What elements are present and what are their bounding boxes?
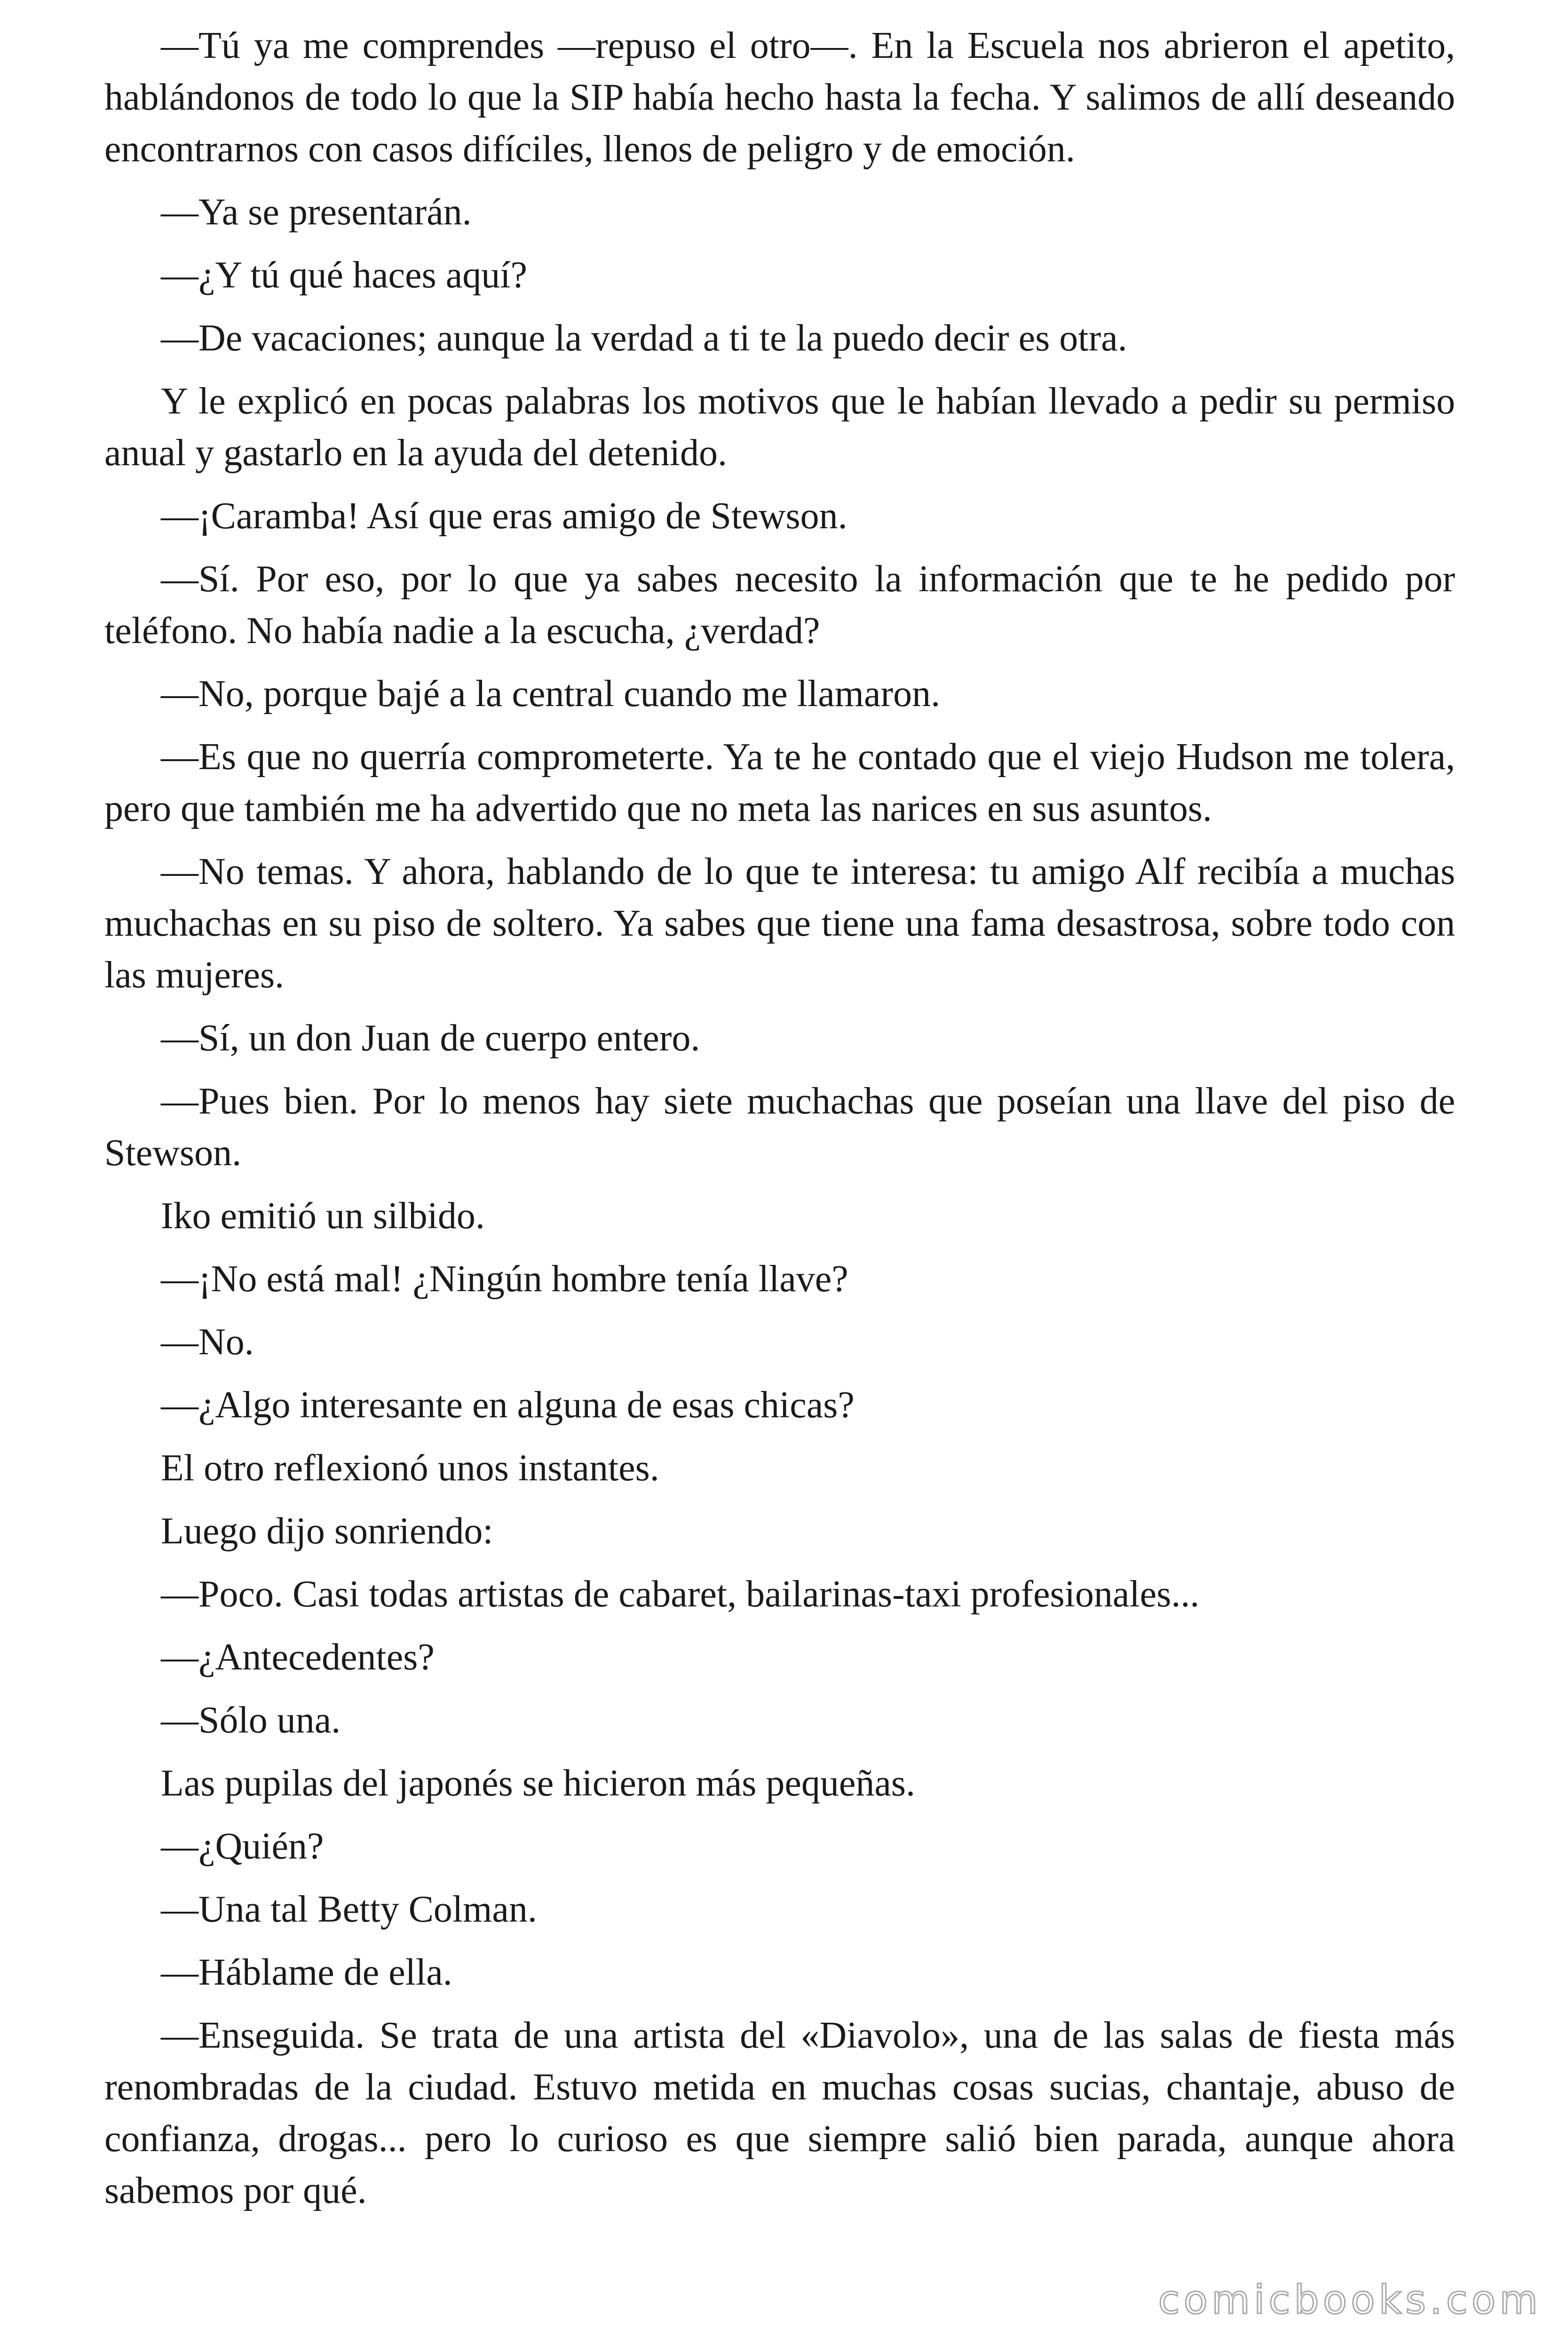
paragraph-5: Y le explicó en pocas palabras los motivos que le habían llevado a pedir su permiso anual y gastarlo en la ayuda del detenido. (104, 381, 1455, 474)
paragraph-21: —Sólo una. (161, 1700, 341, 1741)
paragraph-23: —¿Quién? (161, 1826, 324, 1867)
paragraph-20: —¿Antecedentes? (161, 1637, 435, 1678)
paragraph-6: —¡Caramba! Así que eras amigo de Stewson. (161, 495, 847, 537)
paragraph-2: —Ya se presentarán. (161, 191, 472, 233)
paragraph-1: —Tú ya me comprendes —repuso el otro—. En la Escuela nos abrieron el apetito, hablándonos de todo lo que la SIP había hecho hasta la fecha. Y salimos de allí deseando encontrarnos con casos difíciles, llenos de peligro y de emoción. (104, 25, 1455, 170)
paragraph-7: —Sí. Por eso, por lo que ya sabes necesito la información que te he pedido por teléfono. No había nadie a la escucha, ¿verdad? (104, 558, 1455, 652)
paragraph-10: —No temas. Y ahora, hablando de lo que te interesa: tu amigo Alf recibía a muchas muchachas en su piso de soltero. Ya sabes que tiene una fama desastrosa, sobre todo con las mujeres. (104, 851, 1455, 996)
paragraph-14: —¡No está mal! ¿Ningún hombre tenía llave? (161, 1258, 848, 1300)
paragraph-12: —Pues bien. Por lo menos hay siete muchachas que poseían una llave del piso de Stewson. (104, 1081, 1455, 1174)
paragraph-24: —Una tal Betty Colman. (161, 1889, 537, 1930)
paragraph-9: —Es que no querría comprometerte. Ya te he contado que el viejo Hudson me tolera, pero que también me ha advertido que no meta las narices en sus asuntos. (104, 736, 1455, 829)
watermark: comicbooks.com (1158, 2277, 1542, 2323)
paragraph-8: —No, porque bajé a la central cuando me llamaron. (161, 673, 941, 715)
paragraph-17: El otro reflexionó unos instantes. (161, 1447, 659, 1489)
paragraph-11: —Sí, un don Juan de cuerpo entero. (161, 1017, 700, 1059)
paragraph-22: Las pupilas del japonés se hicieron más pequeñas. (161, 1763, 915, 1804)
paragraph-18: Luego dijo sonriendo: (161, 1510, 493, 1552)
paragraph-26: —Enseguida. Se trata de una artista del «Diavolo», una de las salas de fiesta más renombradas de la ciudad. Estuvo metida en muchas cosas sucias, chantaje, abuso de confianza, drogas... pero lo curioso es que siempre salió bien parada, aunque ahora sabemos por qué. (104, 2015, 1455, 2211)
paragraph-4: —De vacaciones; aunque la verdad a ti te la puedo decir es otra. (161, 318, 1127, 359)
paragraph-3: —¿Y tú qué haces aquí? (161, 254, 527, 296)
paragraph-15: —No. (161, 1321, 254, 1363)
paragraph-13: Iko emitió un silbido. (161, 1195, 485, 1237)
text-column (104, 20, 1455, 2228)
paragraph-16: —¿Algo interesante en alguna de esas chicas? (161, 1384, 855, 1426)
paragraph-19: —Poco. Casi todas artistas de cabaret, bailarinas-taxi profesionales... (161, 1573, 1200, 1615)
paragraph-25: —Háblame de ella. (161, 1952, 452, 1993)
